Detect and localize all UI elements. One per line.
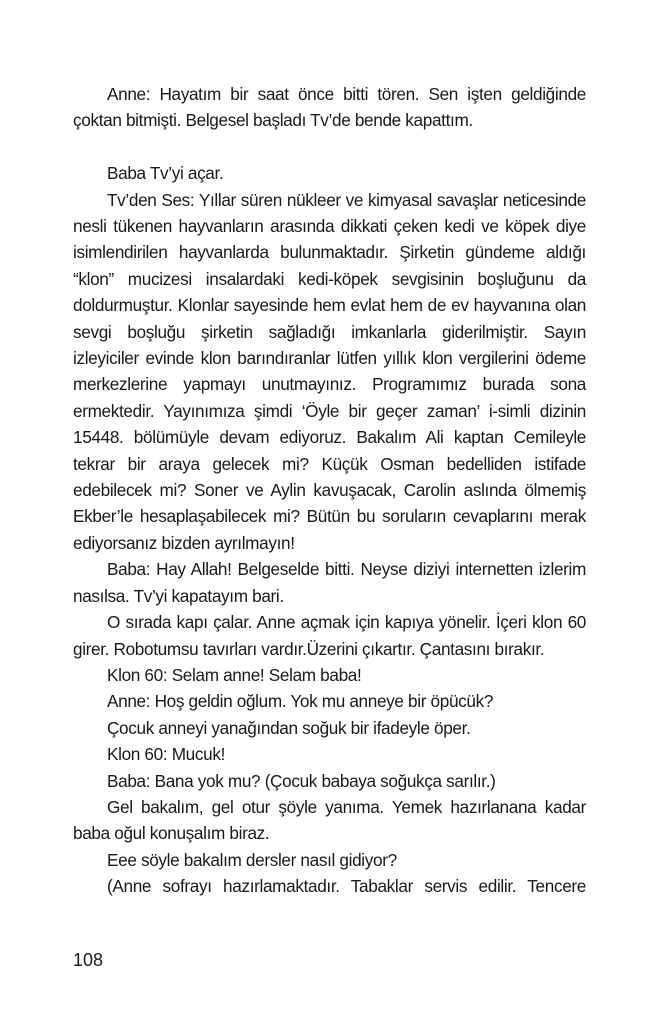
paragraph-baba-4: Eee söyle bakalım dersler nasıl gidiyor? <box>107 849 397 870</box>
paragraph-anne-2: Anne: Hoş geldin oğlum. Yok mu anneye bir öpücük? <box>107 691 494 712</box>
paragraph-stage-kiss: Çocuk anneyi yanağından soğuk bir ifadeyle öper. <box>107 717 471 738</box>
paragraph-baba-3: Gel bakalım, gel otur şöyle yanıma. Yemek hazırlanana kadar baba oğul konuşalım biraz. <box>73 796 586 844</box>
paragraph-stage-tv-on: Baba Tv’yi açar. <box>107 163 224 184</box>
paragraph-baba-1: Baba: Hay Allah! Belgeselde bitti. Neyse diziyi internetten izlerim nasılsa. Tv’yi kapatayım bari. <box>73 559 586 606</box>
page-body <box>73 81 586 900</box>
paragraph-door: O sırada kapı çalar. Anne açmak için kapıya yönelir. İçeri klon 60 girer. Robotumsu tavırları vardır.Üzerini çıkartır. Çantasını bırakır. <box>73 612 586 659</box>
paragraph-klon-2: Klon 60: Mucuk! <box>107 744 225 765</box>
paragraph-baba-2: Baba: Bana yok mu? (Çocuk babaya soğukça sarılır.) <box>107 770 496 791</box>
paragraph-klon-1: Klon 60: Selam anne! Selam baba! <box>107 664 362 685</box>
paragraph-stage-table: (Anne sofrayı hazırlamaktadır. Tabaklar servis edilir. Tencere <box>107 876 586 897</box>
paragraph-anne-1: Anne: Hayatım bir saat önce bitti tören. Sen işten geldiğinde çoktan bitmişti. Belgesel başladı Tv’de bende kapattım. <box>73 84 586 131</box>
page-number: 108 <box>73 950 104 970</box>
paragraph-tv-voice: Tv’den Ses: Yıllar süren nükleer ve kimyasal savaşlar neticesinde nesli tükenen hayvanların arasında dikkati çeken kedi ve köpek diye isimlendirilen hayvanlarda bulunmaktadır. Şirketin gündeme aldığı “klon” mucizesi insalardaki kedi-köpek sevgisinin boşluğunu da doldurmuştur. Klonlar sayesinde hem evlat hem de ev hayvanına olan sevgi boşluğu şirketin sağladığı imkanlarla giderilmiştir. Sayın izleyiciler evinde klon barındıranlar lütfen yıllık klon vergilerini ödeme merkezlerine yapmayı unutmayınız. Programımız burada sona ermektedir. Yayınımıza şimdi ‘Öyle bir geçer zaman’ i-simli dizinin 15448. bölümüyle devam ediyoruz. Bakalım Ali kaptan Cemileyle tekrar bir araya gelecek mi? Küçük Osman bedelliden istifade edebilecek mi? Soner ve Aylin kavuşacak, Carolin aslında ölmemiş Ekber’le hesaplaşabilecek mi? Bütün bu soruların cevaplarını merak ediyorsanız bizden ayrılmayın! <box>73 189 586 553</box>
blank-line <box>73 134 586 160</box>
